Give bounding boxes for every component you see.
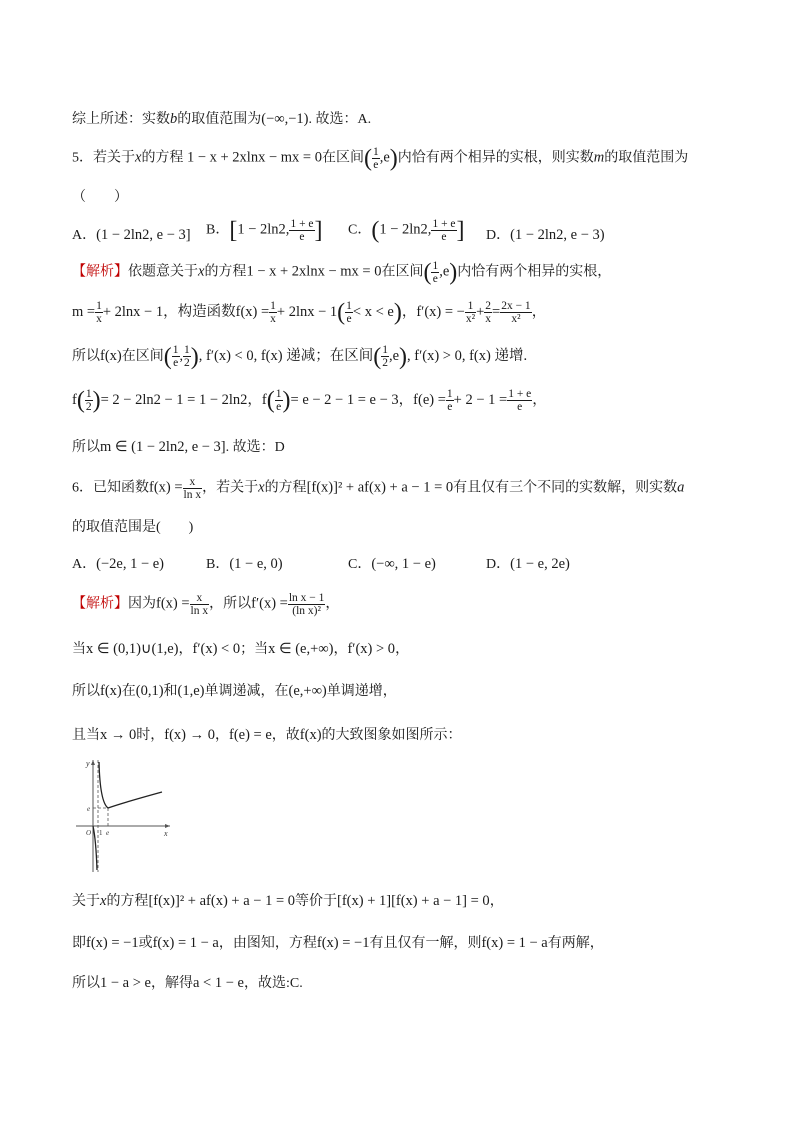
- solution-5-line-4: f( $\frac{1}{2}$ )= 2 − 2ln2 − 1 = 1 − 2ln2，f( $\frac{1}{e}$ )= e − 2 − 1 = e − 3，f(e) = $\frac{1}{e}$ + 2 − 1 = $\frac{1 + e}{e}$ ，: [72, 387, 547, 414]
- curve-left: [93, 826, 97, 870]
- solution-6-line-4: 且当x → 0时，f(x) → 0，f(e) = e，故f(x)的大致图象如图所示：: [72, 727, 462, 743]
- q6-option-d: D．(1 − e, 2e): [486, 556, 570, 572]
- question-6-line-2: 的取值范围是( ): [72, 520, 194, 535]
- summary-line: 综上所述：实数b的取值范围为(−∞,−1). 故选：A.: [72, 111, 372, 127]
- solution-tag: 【解析】: [72, 264, 128, 280]
- solution-5-line-1: 【解析】依题意关于x的方程1 − x + 2xlnx − mx = 0在区间( $\frac{1}{e}$ ,e)内恰有两个相异的实根，: [72, 259, 612, 286]
- q6-option-a: A．(−2e, 1 − e): [72, 556, 165, 572]
- tick-e-label: e: [106, 829, 110, 837]
- solution-6-line-7: 所以1 − a > e，解得a < 1 − e，故选:C.: [72, 975, 303, 991]
- question-6: 6．已知函数f(x) = $\frac{x}{\text{ln x}}$ ，若关于x的方程[f(x)]² + af(x) + a − 1 = 0有且仅有三个不同的实数解，则实数a: [72, 476, 685, 501]
- solution-5-line-3: 所以f(x)在区间( $\frac{1}{e}$ , $\frac{1}{2}$ ), f′(x) < 0, f(x) 递减；在区间( $\frac{1}{2}$ ,e), f′(x) > 0, f(x) 递增.: [72, 343, 528, 370]
- q5-option-a: A．(1 − 2ln2, e − 3]: [72, 227, 191, 243]
- question-5-paren: （ ）: [72, 190, 128, 205]
- y-label: y: [86, 759, 90, 768]
- solution-6-line-6: 即f(x) = −1或f(x) = 1 − a，由图知，方程f(x) = −1有且仅有一解，则f(x) = 1 − a有两解，: [72, 935, 604, 951]
- solution-6-line-2: 当x ∈ (0,1)∪(1,e)，f′(x) < 0；当x ∈ (e,+∞)，f′(x) > 0，: [72, 641, 410, 657]
- q5-option-b: B．[1 − 2ln2, $\frac{1 + e}{e}$ ]: [206, 217, 323, 244]
- x-label: x: [164, 829, 168, 838]
- solution-5-line-2: m = $\frac{1}{x}$ + 2lnx − 1，构造函数f(x) = $\frac{1}{x}$ + 2lnx − 1( $\frac{1}{e}$ < x < e)，f′(x) = − $\frac{1}{\text{x²}}$ + $\frac{2}{x}$ = $\frac{2x - 1}{\text{x²}}$ ，: [72, 299, 547, 326]
- solution-6-line-5: 关于x的方程[f(x)]² + af(x) + a − 1 = 0等价于[f(x) + 1][f(x) + a − 1] = 0，: [72, 893, 504, 909]
- q5-option-d: D．(1 − 2ln2, e − 3): [486, 227, 605, 243]
- q5-option-c: C．(1 − 2ln2, $\frac{1 + e}{e}$ ]: [348, 217, 465, 244]
- tick-1-label: 1: [99, 829, 103, 837]
- curve-right: [99, 762, 162, 808]
- origin-label: O: [86, 829, 92, 837]
- q6-option-b: B．(1 − e, 0): [206, 556, 283, 572]
- solution-tag-6: 【解析】: [72, 596, 128, 612]
- function-graph: [72, 756, 172, 874]
- q6-option-c: C．(−∞, 1 − e): [348, 556, 436, 572]
- solution-6-line-1: 【解析】因为f(x) = $\frac{x}{\text{ln x}}$ ，所以f′(x) = $\frac{\text{ln x − 1}}{\text{(ln x)²}}$ ，: [72, 592, 340, 617]
- y-tick-e-label: e: [87, 805, 91, 813]
- solution-6-line-3: 所以f(x)在(0,1)和(1,e)单调递减，在(e,+∞)单调递增，: [72, 683, 397, 699]
- solution-5-line-5: 所以m ∈ (1 − 2ln2, e − 3]. 故选：D: [72, 439, 285, 455]
- question-5: 5．若关于x的方程 1 − x + 2xlnx − mx = 0在区间( $\frac{1}{e}$ ,e)内恰有两个相异的实根，则实数m的取值范围为: [72, 145, 689, 172]
